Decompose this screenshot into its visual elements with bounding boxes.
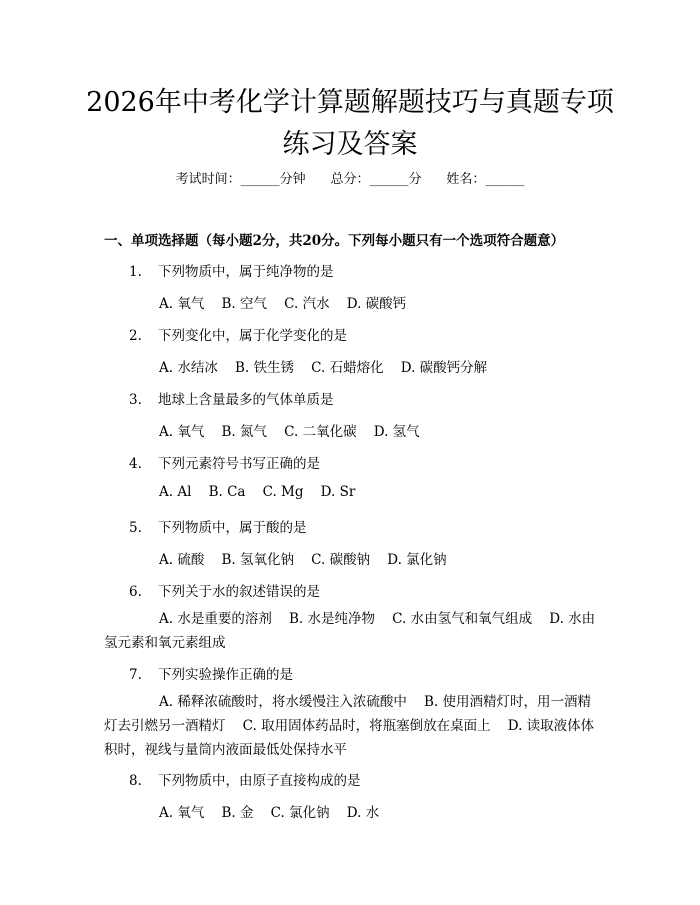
question-6: [129, 580, 320, 600]
score-blank: ______: [369, 172, 409, 187]
question-3: [129, 388, 334, 408]
question-3-options: A. 氧气 B. 氮气 C. 二氧化碳 D. 氢气: [159, 424, 420, 440]
question-2: [129, 324, 347, 344]
exam-meta: [0, 168, 700, 187]
question-2-options: A. 水结冰 B. 铁生锈 C. 石蜡熔化 D. 碳酸钙分解: [159, 360, 488, 376]
question-7: [129, 663, 293, 683]
question-number: 6.: [129, 584, 142, 600]
time-label: 考试时间：: [175, 172, 241, 187]
question-5: [129, 516, 307, 536]
time-blank: ______: [240, 172, 280, 187]
exam-title: [60, 82, 640, 166]
question-8-options: A. 氧气 B. 金 C. 氯化钠 D. 水: [159, 805, 380, 821]
name-label: 姓名：: [446, 172, 486, 187]
question-number: 4.: [129, 456, 142, 472]
question-stem: 下列实验操作正确的是: [158, 667, 293, 683]
title-line-2: 练习及答案: [282, 129, 418, 160]
question-stem: 下列关于水的叙述错误的是: [158, 584, 320, 600]
question-1: [129, 260, 334, 280]
question-stem: 下列元素符号书写正确的是: [158, 456, 320, 472]
question-number: 1.: [129, 264, 142, 280]
name-blank: ______: [485, 172, 525, 187]
score-label: 总分：: [330, 172, 370, 187]
title-line-1: 2026年中考化学计算题解题技巧与真题专项: [86, 87, 614, 118]
question-5-options: A. 硫酸 B. 氢氧化钠 C. 碳酸钠 D. 氯化钠: [159, 552, 447, 568]
question-number: 8.: [129, 773, 142, 789]
question-stem: 地球上含量最多的气体单质是: [158, 392, 334, 408]
question-number: 7.: [129, 667, 142, 683]
section-title: 一、单项选择题（每小题2分，共20分。下列每小题只有一个选项符合题意）: [104, 233, 565, 249]
question-number: 2.: [129, 328, 142, 344]
question-8: [129, 769, 361, 789]
question-stem: 下列物质中，由原子直接构成的是: [158, 773, 361, 789]
time-unit: 分钟: [279, 172, 306, 187]
question-1-options: A. 氧气 B. 空气 C. 汽水 D. 碳酸钙: [159, 296, 407, 312]
question-stem: 下列物质中，属于酸的是: [158, 520, 307, 536]
question-number: 3.: [129, 392, 142, 408]
question-4-options: A. Al B. Ca C. Mg D. Sr: [159, 484, 356, 500]
question-stem: 下列变化中，属于化学变化的是: [158, 328, 347, 344]
question-7-options: A. 稀释浓硫酸时，将水缓慢注入浓硫酸中 B. 使用酒精灯时，用一酒精灯去引燃另一酒精灯 C. 取用固体药品时，将瓶塞倒放在桌面上 D. 读取液体体积时，视线与量筒内液面最低处保持水平: [104, 694, 595, 758]
score-unit: 分: [408, 172, 422, 187]
question-number: 5.: [129, 520, 142, 536]
question-4: [129, 452, 320, 472]
question-stem: 下列物质中，属于纯净物的是: [158, 264, 334, 280]
question-6-options: A. 水是重要的溶剂 B. 水是纯净物 C. 水由氢气和氧气组成 D. 水由氢元素和氧元素组成: [104, 611, 596, 651]
